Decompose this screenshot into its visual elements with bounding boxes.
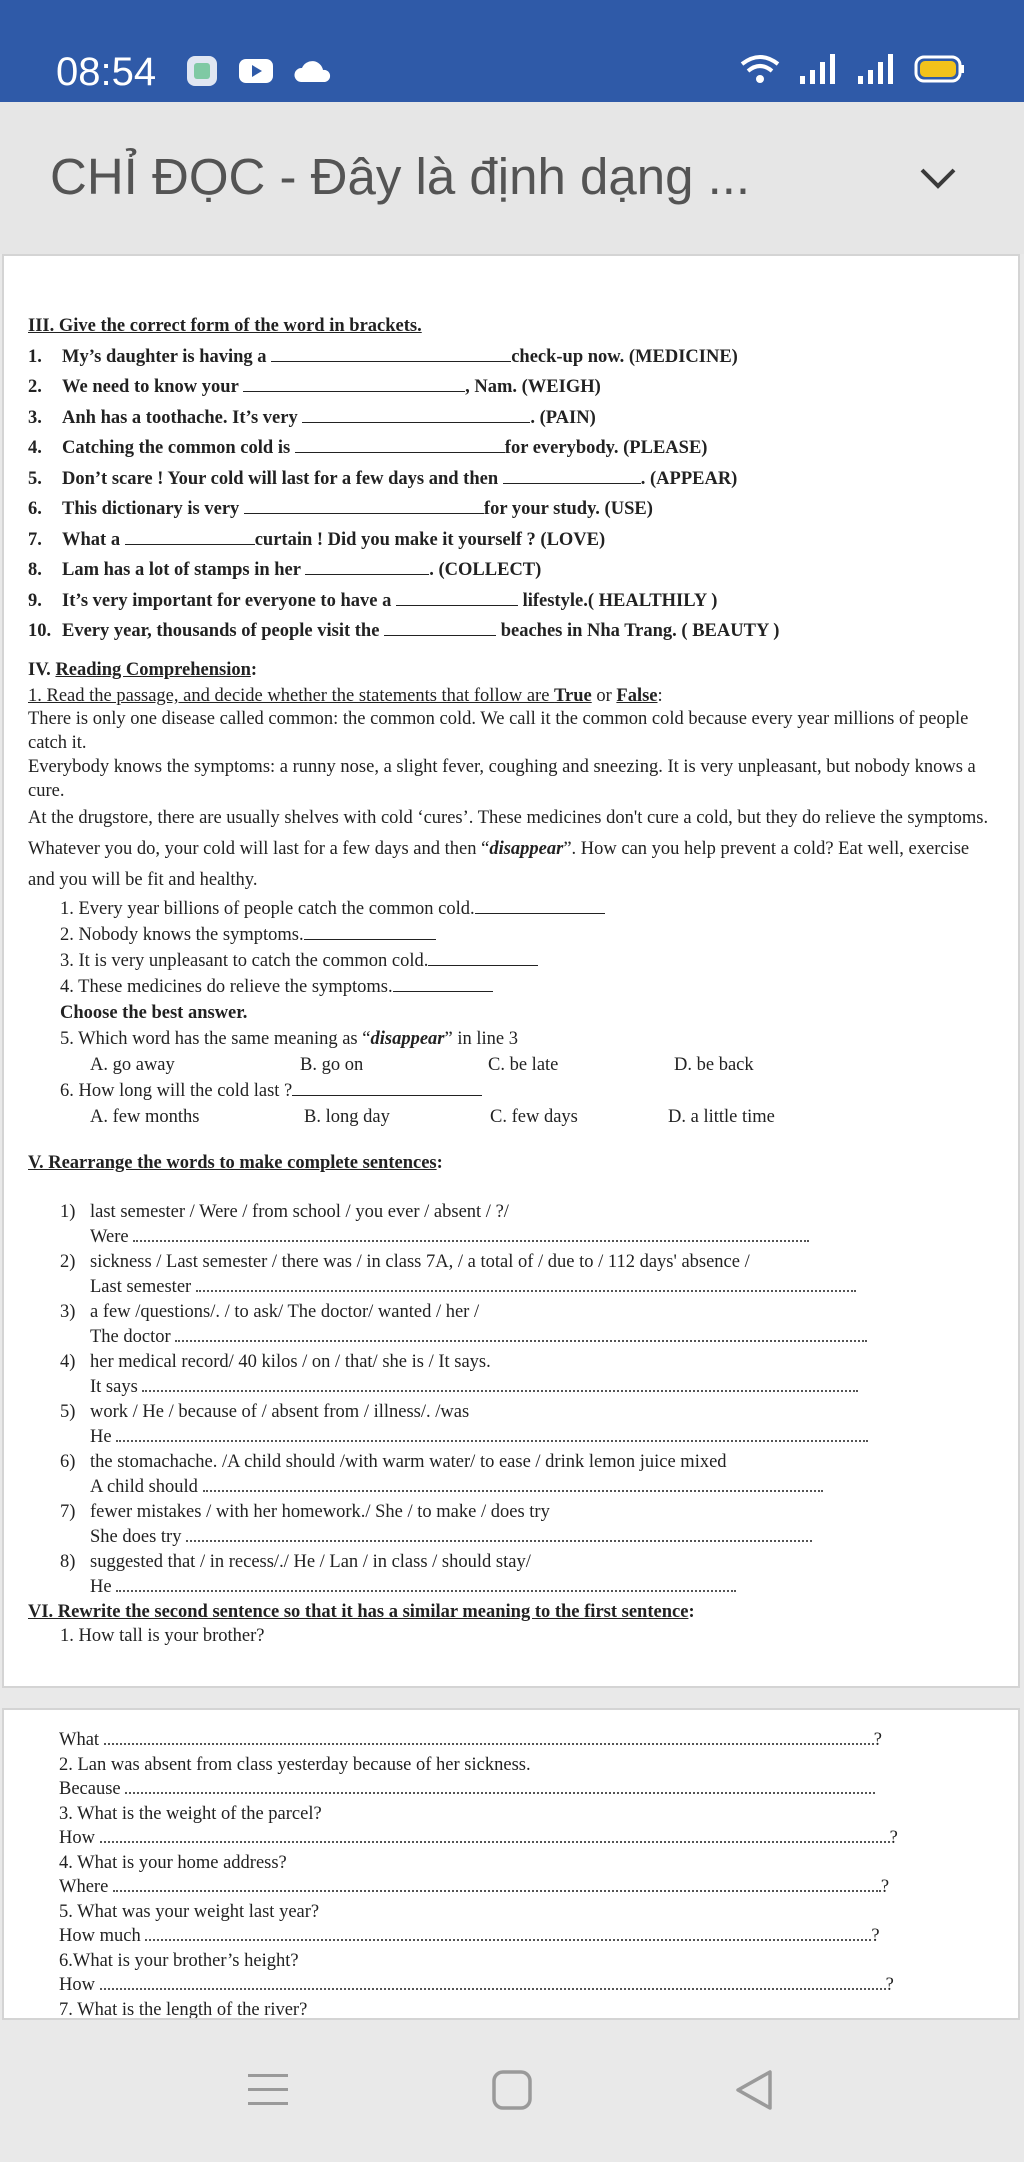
document-title[interactable]: CHỈ ĐỌC - Đây là định dạng ... [50,148,751,205]
exercise-item: 2. We need to know your , Nam. (WEIGH) [28,377,601,397]
rearrange-item: 6) the stomachache. /A child should /with warm water/ to ease / drink lemon juice mixed [60,1452,727,1472]
exercise-item: 5. Don’t scare ! Your cold will last for a few days and then . (APPEAR) [28,468,738,489]
signal-icon [798,52,840,86]
rewrite-question: 1. How tall is your brother? [60,1626,265,1646]
rearrange-item: 3) a few /questions/. / to ask/ The doctor/ wanted / her / [60,1302,480,1322]
youtube-icon [237,54,275,88]
exercise-item: 8. Lam has a lot of stamps in her . (COLLECT) [28,560,542,580]
rewrite-answer: Where ? [59,1877,890,1897]
passage-paragraph: At the drugstore, there are usually shelves with cold ‘cures’. These medicines don't cure a cold, but they do relieve the symptoms. Whatever you do, your cold will last for a few days and then “disappear”. How can you help prevent a cold? Eat well, exercise and you will be fit and healthy. [28,808,989,890]
section-6-heading: VI. Rewrite the second sentence so that it has a similar meaning to the first sentence: [28,1602,695,1622]
rearrange-answer: The doctor [28,1325,998,1350]
rearrange-item: 1) last semester / Were / from school / you ever / absent / ?/ [60,1202,509,1222]
choose-heading: Choose the best answer. [60,1003,248,1023]
rewrite-question: 6.What is your brother’s height? [59,1950,299,1971]
exercise-item: 7. What a curtain ! Did you make it yourself ? (LOVE) [28,529,606,550]
document-page-1 [4,256,1018,1686]
question-6-options: A. few months B. long day C. few days D. a little time [90,1107,775,1127]
rearrange-answer: It says [28,1375,998,1400]
menu-icon[interactable] [246,2070,290,2110]
rearrange-answer: He [28,1575,998,1600]
exercise-item: 4. Catching the common cold is for everybody. (PLEASE) [28,438,708,458]
question-6: 6. How long will the cold last ? [28,1078,998,1104]
home-icon[interactable] [490,2068,534,2112]
rearrange-answer: She does try [28,1525,998,1550]
rearrange-item: 2) sickness / Last semester / there was / in class 7A, / a total of / due to / 112 days' absence / [60,1252,750,1272]
section-3 [28,311,998,647]
section-5-heading: V. Rearrange the words to make complete sentences: [28,1153,443,1173]
true-false-item: 4. These medicines do relieve the symptoms. [28,974,998,1000]
exercise-item: 1. My’s daughter is having a check-up now. (MEDICINE) [28,346,738,367]
exercise-item: 6. This dictionary is very for your study. (USE) [28,499,653,519]
true-false-item: 1. Every year billions of people catch the common cold. [28,896,998,922]
rearrange-answer: Last semester [28,1275,998,1300]
signal-icon [856,52,898,86]
rearrange-item: 5) work / He / because of / absent from / illness/. /was [60,1402,470,1422]
exercise-item: 9. It’s very important for everyone to have a lifestyle.( HEALTHILY ) [28,590,718,611]
true-false-item: 3. It is very unpleasant to catch the common cold. [28,948,998,974]
question-5: 5. Which word has the same meaning as “disappear” in line 3 [60,1029,518,1049]
section-4 [28,655,998,1131]
rewrite-question: 5. What was your weight last year? [59,1901,320,1922]
rewrite-question: 3. What is the weight of the parcel? [59,1803,322,1824]
rewrite-answer: How ? [59,1975,894,1995]
app-icon [185,54,219,88]
rearrange-item: 7) fewer mistakes / with her homework./ She / to make / does try [60,1502,550,1522]
rearrange-item: 8) suggested that / in recess/./ He / Lan / in class / should stay/ [60,1552,531,1572]
exercise-item: 10. Every year, thousands of people visit the beaches in Nha Trang. ( BEAUTY ) [28,621,780,641]
section-4-instruction: 1. Read the passage, and decide whether the statements that follow are True or False: [28,686,663,706]
rearrange-answer: He [28,1425,998,1450]
document-title-bar [0,102,1024,254]
rearrange-answer: Were [28,1225,998,1250]
rewrite-question: 2. Lan was absent from class yesterday because of her sickness. [59,1754,531,1775]
rewrite-answer: Because [59,1777,959,1802]
rewrite-question: 4. What is your home address? [59,1852,287,1873]
status-bar [0,0,1024,102]
rewrite-question: 7. What is the length of the river? [59,1999,308,2018]
true-false-item: 2. Nobody knows the symptoms. [28,922,998,948]
rewrite-answer: How much ? [59,1926,880,1946]
chevron-down-icon[interactable] [916,164,960,194]
section-6 [28,1600,998,1648]
passage-paragraph: There is only one disease called common: the common cold. We call it the common cold because every year millions of people catch it. [28,709,969,753]
rearrange-item: 4) her medical record/ 40 kilos / on / that/ she is / It says. [60,1352,491,1372]
back-icon[interactable] [732,2068,776,2112]
section-3-heading: III. Give the correct form of the word in brackets. [28,316,422,336]
section-5 [28,1148,998,1600]
rewrite-answer: How ? [59,1828,898,1848]
question-5-options: A. go away B. go on C. be late D. be back [90,1055,754,1075]
status-time: 08:54 [56,50,157,94]
battery-icon [914,52,966,86]
document-page-2 [4,1710,1018,2018]
rewrite-answer: What ? [59,1730,882,1750]
wifi-icon [738,52,782,86]
cloud-icon [293,54,333,88]
section-4-heading: IV. Reading Comprehension: [28,659,258,680]
rearrange-answer: A child should [28,1475,998,1500]
navigation-bar [0,2020,1024,2162]
exercise-item: 3. Anh has a toothache. It’s very . (PAIN) [28,407,596,428]
passage-paragraph: Everybody knows the symptoms: a runny nose, a slight fever, coughing and sneezing. It is very unpleasant, but nobody knows a cure. [28,757,976,801]
